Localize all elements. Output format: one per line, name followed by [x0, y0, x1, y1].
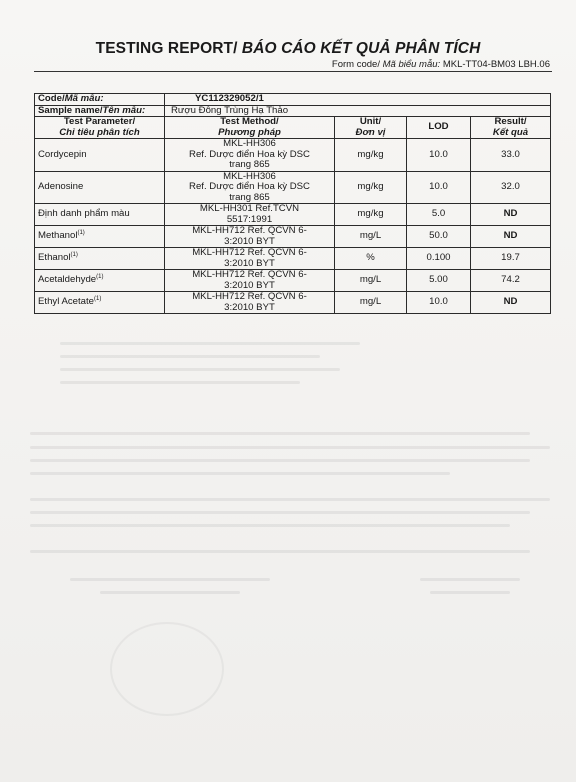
col-param: Test Parameter/ Chỉ tiêu phân tích [35, 117, 165, 139]
results-table [34, 93, 551, 314]
col-lod: LOD [407, 117, 471, 139]
lod-cell: 10.0 [407, 139, 471, 172]
form-code-label: Form code/ [331, 59, 380, 70]
table-row [35, 171, 551, 204]
param-cell: Methanol$^{(1)}$ [35, 226, 165, 248]
unit-cell: mg/L [335, 292, 407, 314]
report-title [0, 40, 576, 58]
method-cell: MKL-HH712 Ref. QCVN 6- 3:2010 BYT [165, 248, 335, 270]
table-row [35, 248, 551, 270]
unit-cell: % [335, 248, 407, 270]
table-row [35, 226, 551, 248]
method-cell: MKL-HH306 Ref. Dược điển Hoa kỳ DSC trang 865 [165, 139, 335, 172]
param-cell: Ethyl Acetate$^{(1)}$ [35, 292, 165, 314]
title-en: TESTING REPORT/ [95, 40, 238, 57]
method-cell: MKL-HH712 Ref. QCVN 6- 3:2010 BYT [165, 292, 335, 314]
col-method: Test Method/ Phương pháp [165, 117, 335, 139]
code-value: YC112329052/1 [165, 94, 551, 106]
table-row [35, 139, 551, 172]
result-cell: 74.2 [471, 270, 551, 292]
table-row [35, 292, 551, 314]
unit-cell: mg/kg [335, 139, 407, 172]
param-cell: Ethanol$^{(1)}$ [35, 248, 165, 270]
lod-cell: 10.0 [407, 171, 471, 204]
lod-cell: 0.100 [407, 248, 471, 270]
result-cell: ND [471, 226, 551, 248]
lod-cell: 5.0 [407, 204, 471, 226]
lod-cell: 10.0 [407, 292, 471, 314]
unit-cell: mg/L [335, 226, 407, 248]
table-header [35, 117, 551, 139]
unit-cell: mg/kg [335, 171, 407, 204]
method-cell: MKL-HH301 Ref.TCVN 5517:1991 [165, 204, 335, 226]
method-cell: MKL-HH712 Ref. QCVN 6- 3:2010 BYT [165, 226, 335, 248]
title-divider [34, 71, 552, 72]
param-cell: Adenosine [35, 171, 165, 204]
result-cell: 32.0 [471, 171, 551, 204]
lod-cell: 50.0 [407, 226, 471, 248]
form-code-value: MKL-TT04-BM03 LBH.06 [442, 59, 550, 70]
method-cell: MKL-HH712 Ref. QCVN 6- 3:2010 BYT [165, 270, 335, 292]
sample-value: Rượu Đông Trùng Hạ Thảo [165, 105, 551, 117]
form-code [332, 59, 550, 70]
param-cell: Định danh phẩm màu [35, 204, 165, 226]
sample-row [35, 105, 551, 117]
form-code-label-vn: Mã biểu mẫu: [382, 59, 441, 70]
result-cell: 19.7 [471, 248, 551, 270]
result-cell: ND [471, 204, 551, 226]
unit-cell: mg/kg [335, 204, 407, 226]
code-label: Code/Mã mẫu: [35, 94, 165, 106]
param-cell: Acetaldehyde$^{(1)}$ [35, 270, 165, 292]
col-unit: Unit/ Đơn vị [335, 117, 407, 139]
result-cell: 33.0 [471, 139, 551, 172]
code-row [35, 94, 551, 106]
sample-label: Sample name/Tên mẫu: [35, 105, 165, 117]
col-result: Result/ Kết quả [471, 117, 551, 139]
result-rows [35, 139, 551, 314]
result-cell: ND [471, 292, 551, 314]
param-cell: Cordycepin [35, 139, 165, 172]
table-row [35, 270, 551, 292]
table-row [35, 204, 551, 226]
faint-stamp [110, 622, 224, 716]
unit-cell: mg/L [335, 270, 407, 292]
method-cell: MKL-HH306 Ref. Dược điển Hoa kỳ DSC trang 865 [165, 171, 335, 204]
lod-cell: 5.00 [407, 270, 471, 292]
title-vn: BÁO CÁO KẾT QUẢ PHÂN TÍCH [241, 40, 481, 57]
